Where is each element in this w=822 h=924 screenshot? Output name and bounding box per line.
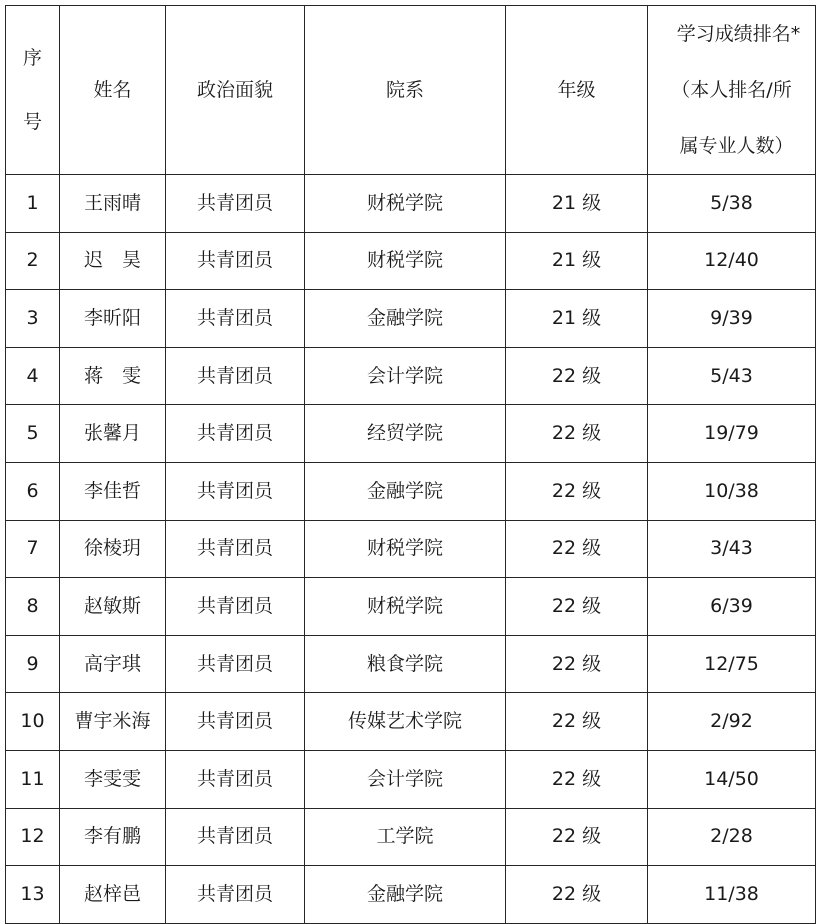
- cell-grade: 22 级: [506, 520, 648, 578]
- cell-grade: 22 级: [506, 693, 648, 751]
- table-body: [6, 6, 816, 924]
- cell-grade: 22 级: [506, 635, 648, 693]
- header-index: [6, 6, 60, 175]
- table-row: [6, 808, 816, 866]
- cell-grade: 22 级: [506, 750, 648, 808]
- cell-ranking: 12/75: [648, 635, 816, 693]
- cell-index: 11: [6, 750, 60, 808]
- table-row: [6, 750, 816, 808]
- cell-department: 工学院: [305, 808, 506, 866]
- cell-name: 王雨晴: [60, 175, 166, 233]
- cell-political-status: 共青团员: [166, 520, 305, 578]
- cell-ranking: 14/50: [648, 750, 816, 808]
- cell-name: 徐棱玥: [60, 520, 166, 578]
- header-index-line-2: 号: [22, 111, 42, 133]
- cell-department: 财税学院: [305, 578, 506, 636]
- cell-political-status: 共青团员: [166, 175, 305, 233]
- cell-index: 13: [6, 866, 60, 924]
- cell-ranking: 2/28: [648, 808, 816, 866]
- cell-department: 经贸学院: [305, 405, 506, 463]
- cell-political-status: 共青团员: [166, 347, 305, 405]
- cell-grade: 22 级: [506, 462, 648, 520]
- table-row: [6, 520, 816, 578]
- table-row: [6, 290, 816, 348]
- cell-political-status: 共青团员: [166, 232, 305, 290]
- cell-index: 2: [6, 232, 60, 290]
- header-ranking-line-2: （本人排名/所: [671, 79, 792, 101]
- cell-political-status: 共青团员: [166, 866, 305, 924]
- cell-ranking: 9/39: [648, 290, 816, 348]
- table-row: [6, 405, 816, 463]
- cell-name: 李雯雯: [60, 750, 166, 808]
- header-grade: 年级: [506, 6, 648, 175]
- table-row: [6, 693, 816, 751]
- cell-index: 3: [6, 290, 60, 348]
- cell-grade: 21 级: [506, 290, 648, 348]
- cell-name: 曹宇米海: [60, 693, 166, 751]
- cell-grade: 22 级: [506, 405, 648, 463]
- cell-department: 会计学院: [305, 347, 506, 405]
- cell-name: 李昕阳: [60, 290, 166, 348]
- cell-political-status: 共青团员: [166, 693, 305, 751]
- table-row: [6, 866, 816, 924]
- cell-department: 财税学院: [305, 232, 506, 290]
- cell-department: 金融学院: [305, 462, 506, 520]
- cell-department: 金融学院: [305, 290, 506, 348]
- cell-name: 李佳哲: [60, 462, 166, 520]
- cell-ranking: 3/43: [648, 520, 816, 578]
- cell-name: 赵敏斯: [60, 578, 166, 636]
- header-name: 姓名: [60, 6, 166, 175]
- cell-name: 蒋 雯: [60, 347, 166, 405]
- cell-grade: 22 级: [506, 578, 648, 636]
- table-row: [6, 175, 816, 233]
- cell-department: 财税学院: [305, 175, 506, 233]
- cell-name: 赵梓邑: [60, 866, 166, 924]
- cell-grade: 22 级: [506, 347, 648, 405]
- cell-department: 会计学院: [305, 750, 506, 808]
- cell-ranking: 19/79: [648, 405, 816, 463]
- cell-political-status: 共青团员: [166, 635, 305, 693]
- cell-grade: 22 级: [506, 866, 648, 924]
- table-row: [6, 578, 816, 636]
- cell-political-status: 共青团员: [166, 462, 305, 520]
- cell-ranking: 5/43: [648, 347, 816, 405]
- cell-ranking: 6/39: [648, 578, 816, 636]
- cell-index: 1: [6, 175, 60, 233]
- table-header-row: [6, 6, 816, 175]
- cell-political-status: 共青团员: [166, 578, 305, 636]
- cell-ranking: 12/40: [648, 232, 816, 290]
- header-department: 院系: [305, 6, 506, 175]
- cell-political-status: 共青团员: [166, 750, 305, 808]
- table-row: [6, 635, 816, 693]
- cell-grade: 21 级: [506, 175, 648, 233]
- cell-political-status: 共青团员: [166, 405, 305, 463]
- cell-grade: 22 级: [506, 808, 648, 866]
- table-row: [6, 347, 816, 405]
- cell-political-status: 共青团员: [166, 808, 305, 866]
- cell-index: 5: [6, 405, 60, 463]
- cell-department: 财税学院: [305, 520, 506, 578]
- cell-ranking: 5/38: [648, 175, 816, 233]
- cell-grade: 21 级: [506, 232, 648, 290]
- cell-index: 8: [6, 578, 60, 636]
- cell-index: 12: [6, 808, 60, 866]
- table-row: [6, 232, 816, 290]
- cell-index: 6: [6, 462, 60, 520]
- cell-index: 4: [6, 347, 60, 405]
- cell-ranking: 10/38: [648, 462, 816, 520]
- cell-index: 9: [6, 635, 60, 693]
- cell-ranking: 2/92: [648, 693, 816, 751]
- cell-name: 迟 昊: [60, 232, 166, 290]
- cell-ranking: 11/38: [648, 866, 816, 924]
- cell-department: 金融学院: [305, 866, 506, 924]
- cell-department: 传媒艺术学院: [305, 693, 506, 751]
- table-row: [6, 462, 816, 520]
- cell-name: 张馨月: [60, 405, 166, 463]
- cell-name: 李有鹏: [60, 808, 166, 866]
- cell-department: 粮食学院: [305, 635, 506, 693]
- header-ranking-line-1: 学习成绩排名*: [676, 23, 801, 45]
- header-ranking: [648, 6, 816, 175]
- cell-index: 7: [6, 520, 60, 578]
- cell-index: 10: [6, 693, 60, 751]
- cell-political-status: 共青团员: [166, 290, 305, 348]
- header-index-line-1: 序: [22, 47, 42, 69]
- cell-name: 高宇琪: [60, 635, 166, 693]
- student-ranking-table: [5, 5, 816, 924]
- header-ranking-line-3: 属专业人数）: [679, 135, 794, 157]
- header-political-status: 政治面貌: [166, 6, 305, 175]
